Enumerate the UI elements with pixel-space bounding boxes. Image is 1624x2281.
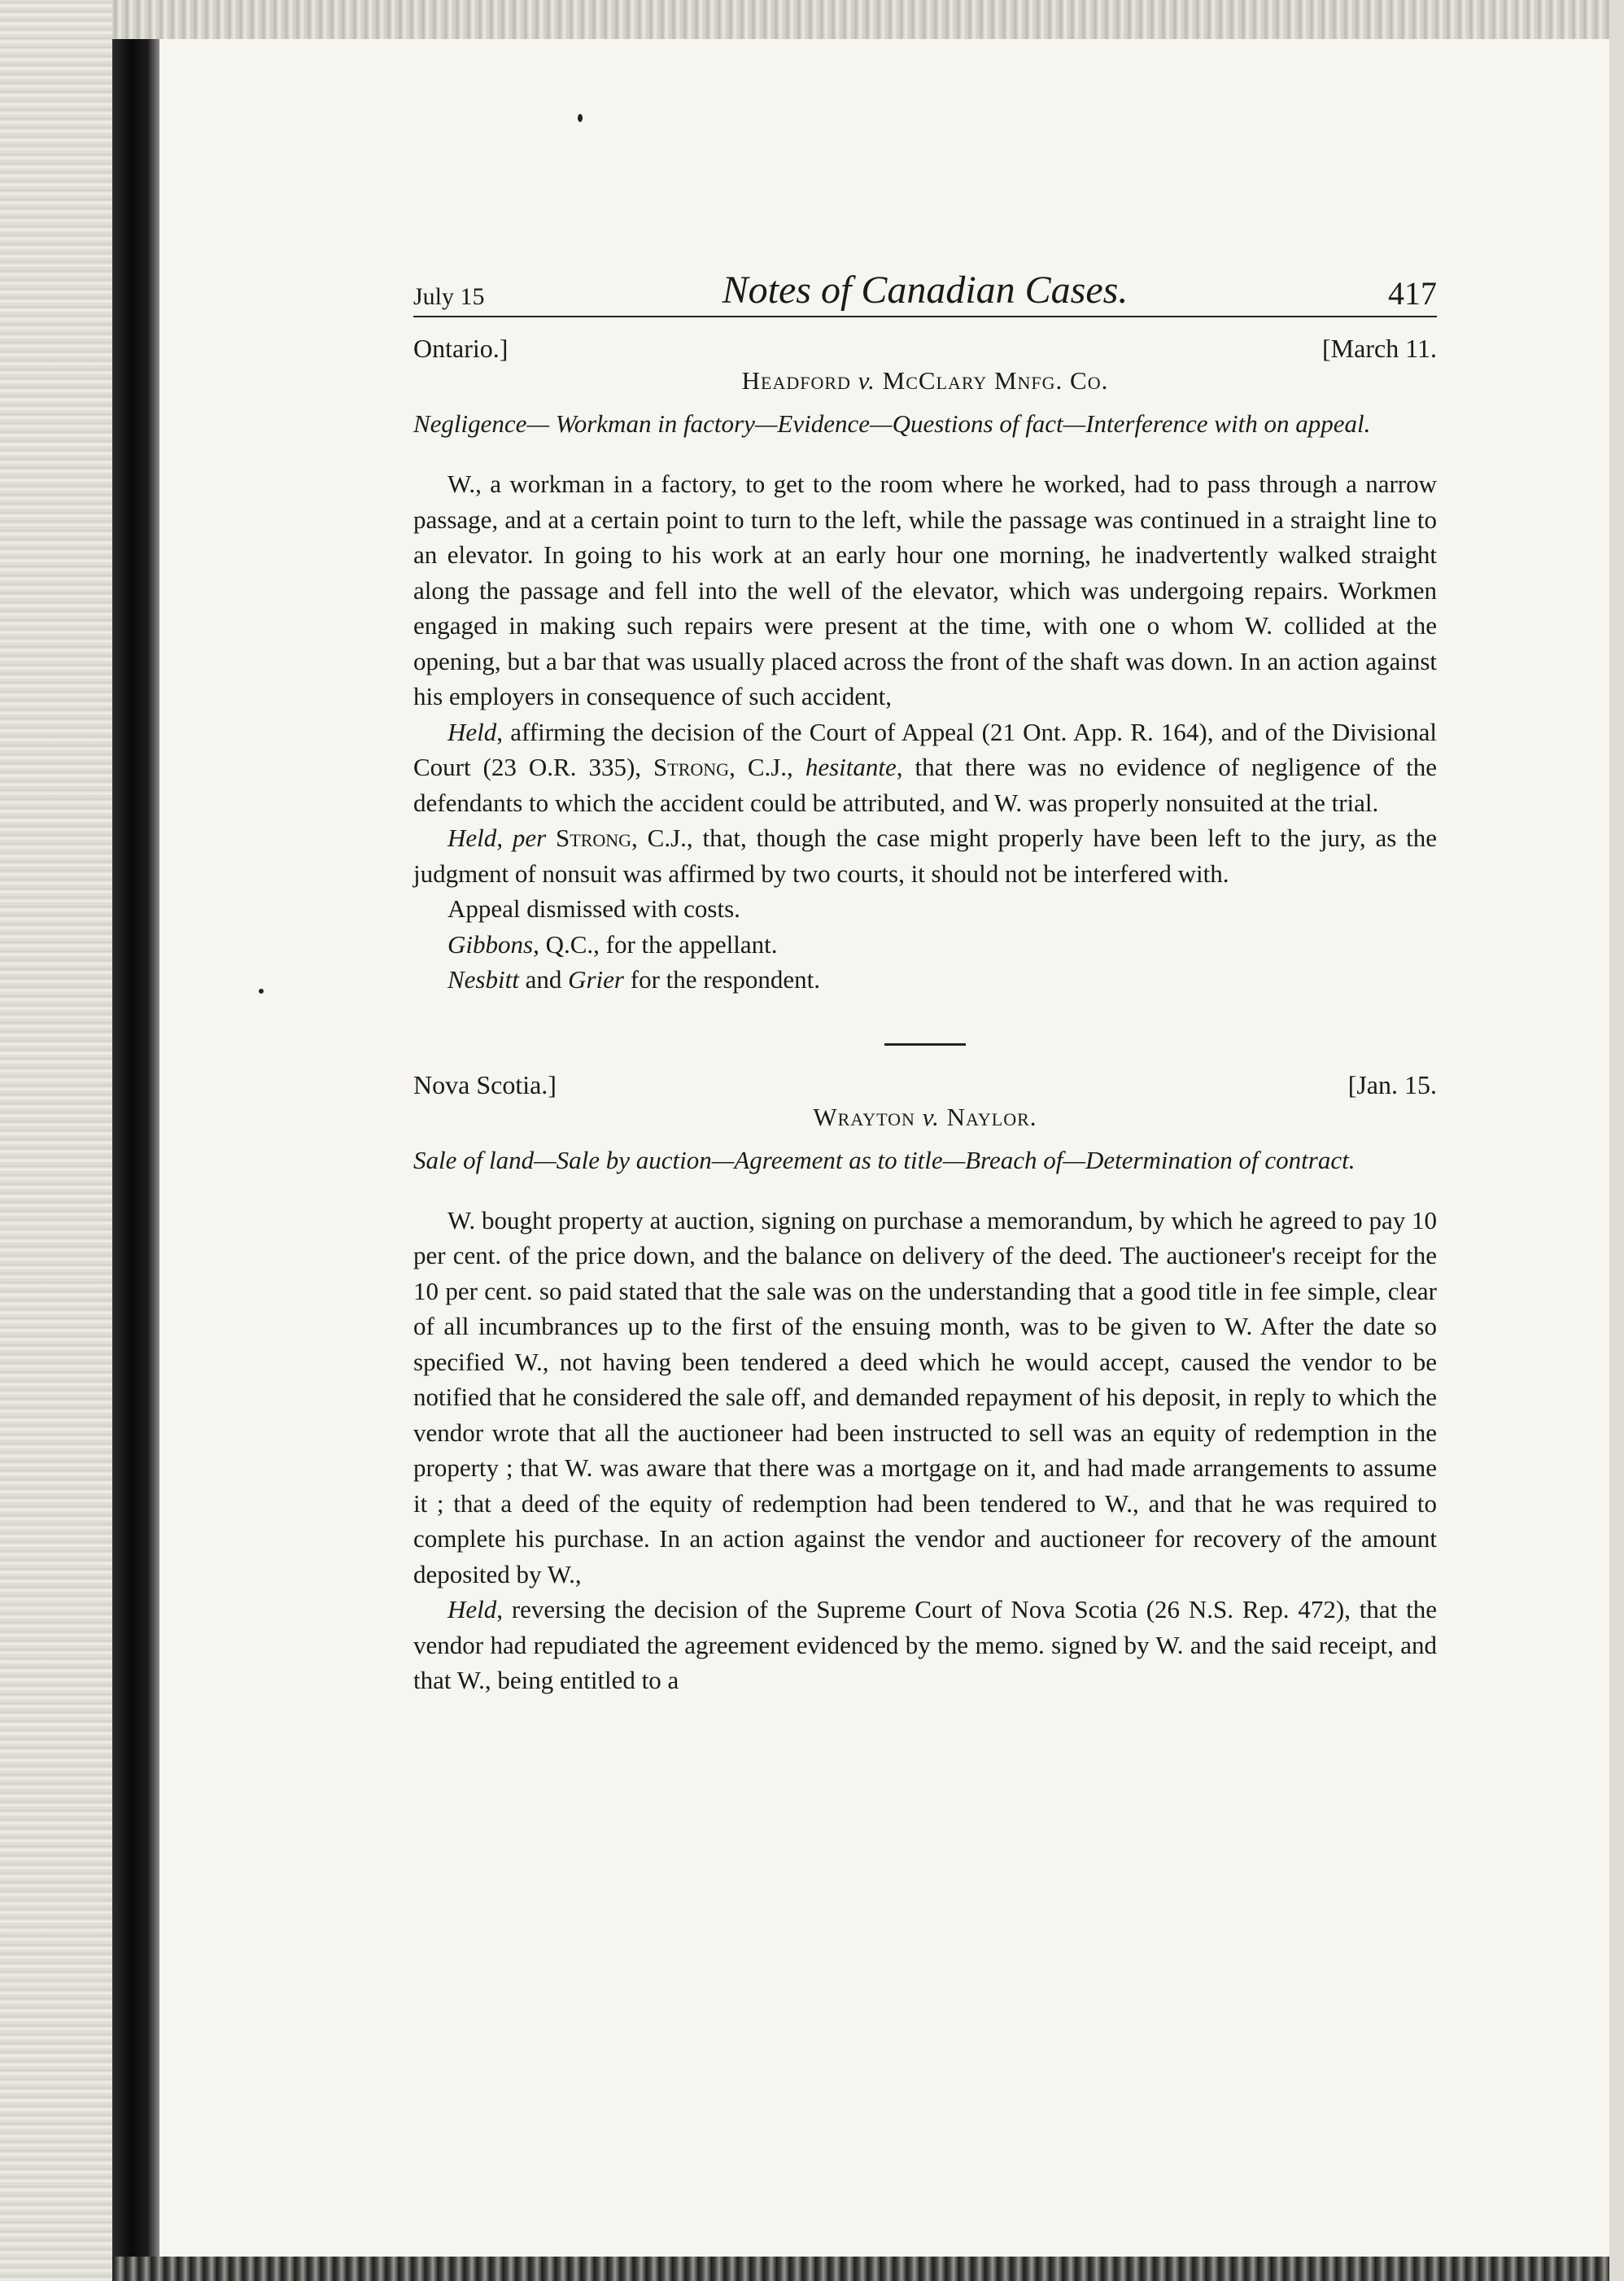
party-plaintiff: Wrayton <box>813 1102 915 1131</box>
holding-text: , affirming the decision of the Court of Appeal (21 Ont. App. R. 164), and of the Divisional Court (23 O.R. 335), <box>413 717 1437 781</box>
court-line <box>413 334 1437 368</box>
court-province: Ontario.] <box>413 334 509 363</box>
running-head-title: Notes of Canadian Cases. <box>722 269 1129 312</box>
counsel-role: for the respondent. <box>624 965 821 994</box>
holding-text: , reversing the decision of the Supreme Court of Nova Scotia (26 N.S. Rep. 472), that the vendor had repudiated the agreement evidenced by the memo. signed by W. and the said receipt, and that W., being entitled to a <box>413 1595 1437 1694</box>
headnote: Negligence— Workman in factory—Evidence—Questions of fact—Interference with on appeal. <box>413 409 1371 438</box>
court-province: Nova Scotia.] <box>413 1069 557 1099</box>
counsel-name: Grier <box>568 965 624 994</box>
party-plaintiff: Headford <box>741 366 851 395</box>
scan-right-edge <box>1609 0 1624 2281</box>
party-defendant: Naylor. <box>946 1102 1037 1131</box>
case-wrayton <box>413 1070 1437 1698</box>
page-number: 417 <box>1388 275 1437 312</box>
disposition: Appeal dismissed with costs. <box>447 894 740 923</box>
holding-text: , that there was no evidence of negligence of the defendants to which the accident could be attributed, and W. was properly nonsuited at the trial. <box>413 753 1437 817</box>
held-label: Held <box>447 1595 497 1623</box>
holding-text: , C.J., <box>729 753 805 781</box>
counsel-role: , Q.C., for the appellant. <box>533 929 778 959</box>
held-per-label: Held, per <box>447 824 547 852</box>
scan-bottom-edge <box>112 2257 1624 2281</box>
versus: v. <box>858 366 875 395</box>
counsel-respondent <box>413 962 1437 998</box>
case-headford <box>413 334 1437 998</box>
counsel-appellant <box>413 927 1437 963</box>
versus: v. <box>922 1102 940 1131</box>
scan-left-margin <box>0 0 112 2281</box>
holding-paragraph <box>413 1592 1437 1698</box>
case-separator <box>884 1043 966 1046</box>
running-head-date: July 15 <box>413 283 485 310</box>
case-name <box>413 1103 1437 1132</box>
counsel-name: Gibbons <box>447 929 534 959</box>
judge-name: Strong <box>653 753 730 781</box>
book-spine-shadow <box>112 0 159 2281</box>
case-facts: W., a workman in a factory, to get to the room where he worked, had to pass through a narrow passage, and at a certain point to turn to the left, while the passage was continued in a straight line to an elevator. In going to his work at an early hour one morning, he inadvertently walked straight along the passage and fell into the well of the elevator, which was undergoing repairs. Workmen engaged in making such repairs were present at the time, with one o whom W. collided at the opening, but a bar that was usually placed across the front of the shaft was down. In an action against his employers in consequence of such accident, <box>413 470 1437 710</box>
holding-text: , C.J., that, though the case might properly have been left to the jury, as the judgment of nonsuit was affirmed by two courts, it should not be interfered with. <box>413 824 1437 888</box>
hesitante-term: hesitante <box>805 753 897 781</box>
case-name <box>413 366 1437 395</box>
ink-speck <box>259 989 264 994</box>
judge-name: Strong <box>556 824 632 852</box>
court-line <box>413 1070 1437 1104</box>
decision-date: [Jan. 15. <box>1347 1069 1437 1099</box>
document-page <box>413 259 1437 1698</box>
case-facts: W. bought property at auction, signing on purchase a memorandum, by which he agreed to pay 10 per cent. of the price down, and the balance on delivery of the deed. The auctioneer's receipt for the 10 per cent. so paid stated that the sale was on the understanding that a good title in fee simple, clear of all incumbrances up to the first of the ensuing month, was to be given to W. After the date so specified W., not having been tendered a deed which he would accept, caused the vendor to be notified that he considered the sale off, and demanded repayment of his deposit, in reply to which the vendor wrote that all the auctioneer had been instructed to sell was an equity of redemption in the property ; that W. was aware that there was a mortgage on it, and had made arrangements to assume it ; that a deed of the equity of redemption had been tendered to W., and that he was required to complete his purchase. In an action against the vendor and auctioneer for recovery of the amount deposited by W., <box>413 1205 1437 1588</box>
holding-paragraph <box>413 820 1437 891</box>
conjunction: and <box>518 965 569 994</box>
scan-top-edge <box>112 0 1624 39</box>
counsel-name: Nesbitt <box>447 965 519 994</box>
held-label: Held <box>447 717 497 746</box>
running-head <box>413 259 1437 317</box>
ink-speck <box>578 114 583 122</box>
headnote: Sale of land—Sale by auction—Agreement as to title—Breach of—Determination of contract. <box>413 1145 1356 1174</box>
party-defendant: McClary Mnfg. Co. <box>882 366 1109 395</box>
decision-date: [March 11. <box>1322 334 1437 363</box>
holding-paragraph <box>413 714 1437 821</box>
